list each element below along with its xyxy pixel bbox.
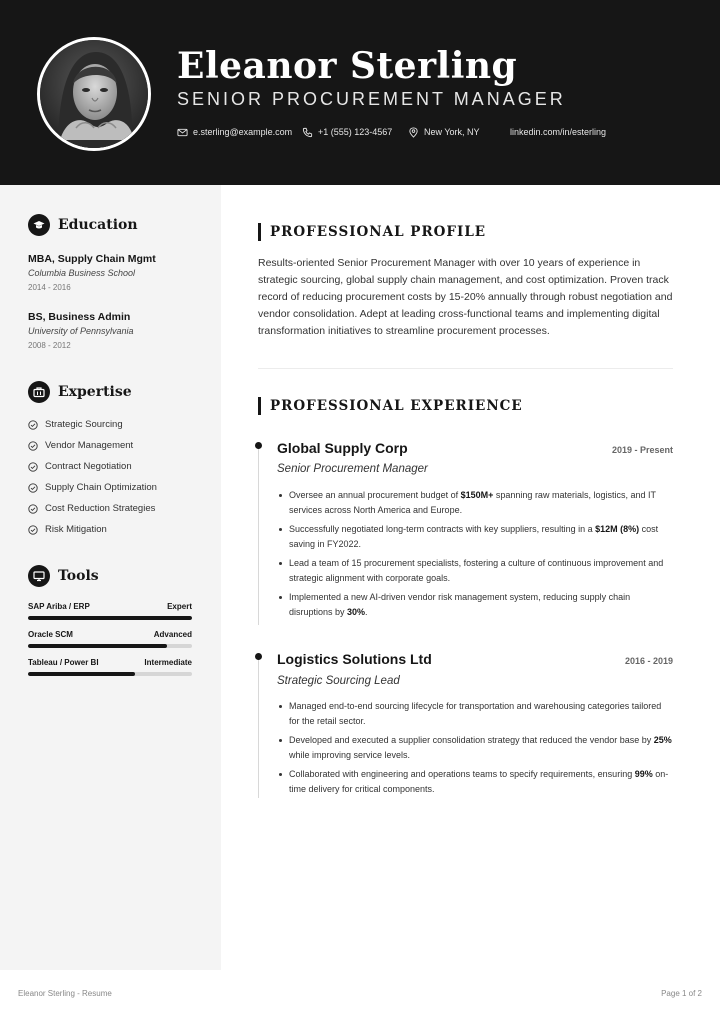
degree: MBA, Supply Chain Mgmt bbox=[28, 253, 156, 265]
avatar bbox=[37, 37, 151, 151]
proficiency-bar bbox=[28, 672, 192, 676]
location-pin-icon bbox=[408, 127, 419, 138]
candidate-name: Eleanor Sterling bbox=[177, 45, 518, 87]
company-name: Logistics Solutions Ltd bbox=[277, 651, 432, 667]
section-divider bbox=[258, 368, 673, 369]
experience-heading bbox=[258, 397, 523, 415]
company-name: Global Supply Corp bbox=[277, 440, 408, 456]
check-circle-icon bbox=[28, 483, 38, 493]
heading-rule bbox=[258, 223, 261, 241]
skill-item bbox=[28, 482, 157, 493]
job-bullets bbox=[277, 699, 674, 801]
graduation-cap-icon bbox=[28, 214, 50, 236]
job-bullet: Successfully negotiated long-term contracts with key suppliers, resulting in a $12M (8%) cost saving in FY2022. bbox=[277, 522, 674, 552]
job-bullet: Collaborated with engineering and operations teams to specify requirements, ensuring 99% on-time delivery for critical components. bbox=[277, 767, 674, 797]
degree: BS, Business Admin bbox=[28, 311, 131, 323]
proficiency-bar bbox=[28, 644, 192, 648]
tool-name: SAP Ariba / ERP bbox=[28, 602, 90, 611]
job-dates: 2019 - Present bbox=[611, 445, 673, 455]
job-title: Senior Procurement Manager bbox=[277, 463, 428, 475]
proficiency-fill bbox=[28, 644, 167, 648]
job-bullet: Implemented a new AI-driven vendor risk management system, reducing supply chain disruptions by 30%. bbox=[277, 590, 674, 620]
job-dates: 2016 - 2019 bbox=[624, 656, 673, 666]
expertise-heading bbox=[28, 381, 132, 403]
job-bullet: Developed and executed a supplier consolidation strategy that reduced the vendor base by 25% while improving service levels. bbox=[277, 733, 674, 763]
years: 2008 - 2012 bbox=[28, 341, 71, 350]
timeline-dot bbox=[255, 442, 262, 449]
page-number: Page 1 of 2 bbox=[661, 989, 702, 998]
phone-icon bbox=[302, 127, 313, 138]
monitor-icon bbox=[28, 565, 50, 587]
linkedin-text: linkedin.com/in/esterling bbox=[510, 127, 607, 137]
contact-location bbox=[408, 125, 480, 139]
contact-phone[interactable] bbox=[302, 125, 392, 139]
tool-level: Expert bbox=[167, 602, 192, 611]
skill-label: Contract Negotiation bbox=[45, 461, 132, 472]
timeline-line bbox=[258, 656, 259, 798]
contact-linkedin[interactable] bbox=[510, 125, 606, 139]
job-bullet: Lead a team of 15 procurement specialists, fostering a culture of continuous improvement and strategic alignment with corporate goals. bbox=[277, 556, 674, 586]
candidate-role: SENIOR PROCUREMENT MANAGER bbox=[177, 89, 566, 109]
profile-title: PROFESSIONAL PROFILE bbox=[270, 224, 487, 240]
skill-item bbox=[28, 419, 123, 430]
tools-heading bbox=[28, 565, 99, 587]
expertise-title: Expertise bbox=[58, 384, 132, 400]
school: Columbia Business School bbox=[28, 268, 136, 278]
check-circle-icon bbox=[28, 420, 38, 430]
footer-label: Eleanor Sterling - Resume bbox=[18, 989, 112, 998]
education-entry bbox=[28, 310, 208, 352]
tool-item bbox=[28, 658, 192, 676]
school: University of Pennsylvania bbox=[28, 326, 134, 336]
briefcase-icon bbox=[28, 381, 50, 403]
check-circle-icon bbox=[28, 462, 38, 472]
contact-bar bbox=[177, 125, 697, 139]
job-bullet: Oversee an annual procurement budget of $150M+ spanning raw materials, logistics, and IT services across North America and Europe. bbox=[277, 488, 674, 518]
education-entry bbox=[28, 252, 208, 294]
tool-item bbox=[28, 630, 192, 648]
years: 2014 - 2016 bbox=[28, 283, 71, 292]
tools-title: Tools bbox=[58, 568, 99, 584]
timeline-line bbox=[258, 445, 259, 625]
skill-item bbox=[28, 440, 133, 451]
tool-level: Advanced bbox=[153, 630, 192, 639]
timeline-dot bbox=[255, 653, 262, 660]
proficiency-fill bbox=[28, 672, 135, 676]
profile-heading bbox=[258, 223, 486, 241]
profile-text: Results-oriented Senior Procurement Manager with over 10 years of experience in strategic sourcing, global supply chain management, and cost optimization. Proven track record of reducing procurement costs by 15-20% annually through robust negotiation and vendor consolidation. Adept at leading cross-functional teams and implementing digital transformation initiatives to streamline procurement processes. bbox=[258, 257, 673, 337]
location-text: New York, NY bbox=[424, 127, 480, 137]
skill-item bbox=[28, 524, 107, 535]
education-title: Education bbox=[58, 217, 138, 233]
skill-item bbox=[28, 461, 132, 472]
proficiency-fill bbox=[28, 616, 192, 620]
job-bullets bbox=[277, 488, 674, 624]
resume-header bbox=[0, 0, 720, 185]
tool-level: Intermediate bbox=[144, 658, 192, 667]
tool-name: Oracle SCM bbox=[28, 630, 73, 639]
proficiency-bar bbox=[28, 616, 192, 620]
phone-text: +1 (555) 123-4567 bbox=[318, 127, 393, 137]
tool-name: Tableau / Power BI bbox=[28, 658, 99, 667]
portrait-photo bbox=[40, 40, 148, 148]
page-footer bbox=[0, 970, 720, 1018]
experience-title: PROFESSIONAL EXPERIENCE bbox=[270, 398, 523, 414]
skill-label: Strategic Sourcing bbox=[45, 419, 123, 430]
envelope-icon bbox=[177, 127, 188, 138]
email-text: e.sterling@example.com bbox=[193, 127, 293, 137]
job-bullet: Managed end-to-end sourcing lifecycle for transportation and warehousing categories tailored for the retail sector. bbox=[277, 699, 674, 729]
check-circle-icon bbox=[28, 441, 38, 451]
check-circle-icon bbox=[28, 504, 38, 514]
education-heading bbox=[28, 214, 138, 236]
skill-label: Risk Mitigation bbox=[45, 524, 107, 535]
job-title: Strategic Sourcing Lead bbox=[277, 675, 400, 687]
contact-email[interactable] bbox=[177, 125, 292, 139]
skill-label: Supply Chain Optimization bbox=[45, 482, 157, 493]
skill-item bbox=[28, 503, 155, 514]
check-circle-icon bbox=[28, 525, 38, 535]
heading-rule bbox=[258, 397, 261, 415]
tool-item bbox=[28, 602, 192, 620]
skill-label: Vendor Management bbox=[45, 440, 134, 451]
skill-label: Cost Reduction Strategies bbox=[45, 503, 156, 514]
